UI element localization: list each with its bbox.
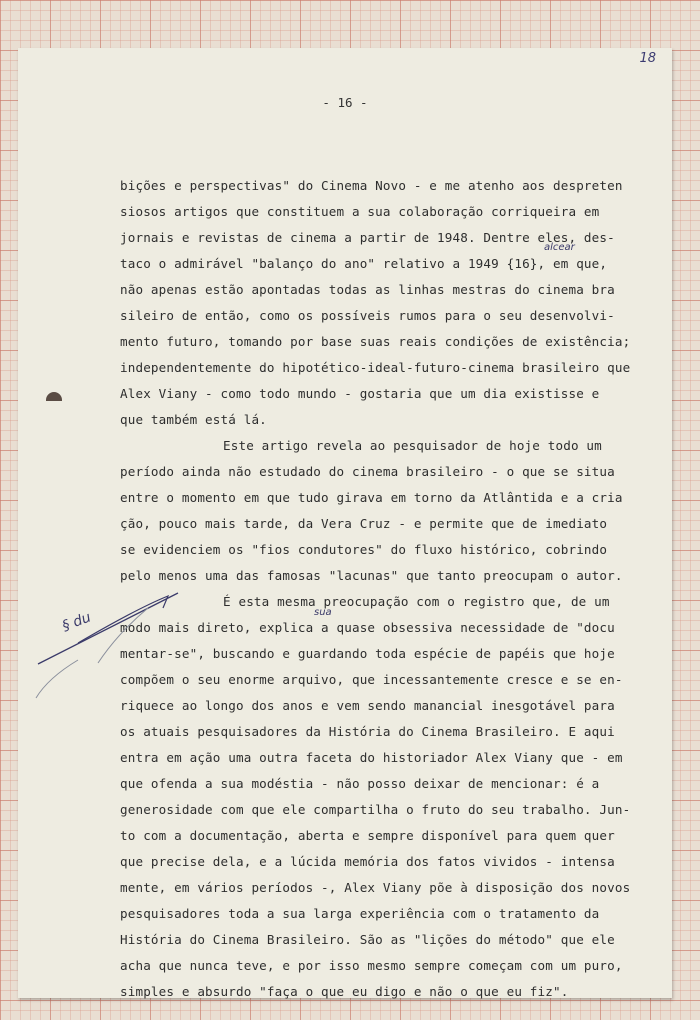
text-line: que ofenda a sua modéstia - não posso deixar de mencionar: é a xyxy=(120,776,600,791)
text-line: taco o admirável "balanço do ano" relativo a 1949 {16}, em que, xyxy=(120,256,608,271)
text-line: jornais e revistas de cinema a partir de 1948. Dentre eles, des- xyxy=(120,230,615,245)
text-line: pelo menos uma das famosas "lacunas" que tanto preocupam o autor. xyxy=(120,568,623,583)
text-line: que também está lá. xyxy=(120,412,267,427)
text-line: os atuais pesquisadores da História do Cinema Brasileiro. E aqui xyxy=(120,724,615,739)
text-line: pesquisadores toda a sua larga experiência com o tratamento da xyxy=(120,906,600,921)
text-line: sileiro de então, como os possíveis rumos para o seu desenvolvi- xyxy=(120,308,615,323)
text-line: acha que nunca teve, e por isso mesmo sempre começam com um puro, xyxy=(120,958,623,973)
text-line: É esta mesma preocupação com o registro que, de um xyxy=(223,594,610,609)
margin-pen-strokes xyxy=(18,48,672,998)
document-page xyxy=(18,48,672,998)
text-line: generosidade com que ele compartilha o fruto do seu trabalho. Jun- xyxy=(120,802,631,817)
handwritten-insert: sua xyxy=(314,607,332,618)
text-line: modo mais direto, explica a quase obsessiva necessidade de "docu xyxy=(120,620,615,635)
text-line: mentar-se", buscando e guardando toda espécie de papéis que hoje xyxy=(120,646,615,661)
text-line: se evidenciem os "fios condutores" do fluxo histórico, cobrindo xyxy=(120,542,608,557)
handwritten-annotation: alcear xyxy=(544,242,575,253)
folio-number: 18 xyxy=(639,51,656,66)
text-line: História do Cinema Brasileiro. São as "lições do método" que ele xyxy=(120,932,615,947)
text-line: to com a documentação, aberta e sempre disponível para quem quer xyxy=(120,828,615,843)
text-line: entra em ação uma outra faceta do historiador Alex Viany que - em xyxy=(120,750,623,765)
text-line: compõem o seu enorme arquivo, que incessantemente cresce e se en- xyxy=(120,672,623,687)
text-line: bições e perspectivas" do Cinema Novo - e me atenho aos despreten xyxy=(120,178,623,193)
text-line: não apenas estão apontadas todas as linhas mestras do cinema bra xyxy=(120,282,615,297)
text-line: Alex Viany - como todo mundo - gostaria que um dia existisse e xyxy=(120,386,600,401)
text-line: riquece ao longo dos anos e vem sendo manancial inesgotável para xyxy=(120,698,615,713)
text-line: que precise dela, e a lúcida memória dos fatos vividos - intensa xyxy=(120,854,615,869)
text-line: entre o momento em que tudo girava em torno da Atlântida e a cria xyxy=(120,490,623,505)
margin-note: § du xyxy=(60,609,94,635)
text-line: período ainda não estudado do cinema brasileiro - o que se situa xyxy=(120,464,615,479)
text-line: mento futuro, tomando por base suas reais condições de existência; xyxy=(120,334,631,349)
page-number: - 16 - xyxy=(322,95,368,110)
text-line: independentemente do hipotético-ideal-futuro-cinema brasileiro que xyxy=(120,360,631,375)
text-line: mente, em vários períodos -, Alex Viany põe à disposição dos novos xyxy=(120,880,631,895)
text-line: siosos artigos que constituem a sua colaboração corriqueira em xyxy=(120,204,600,219)
text-line: simples e absurdo "faça o que eu digo e não o que eu fiz". xyxy=(120,984,569,999)
text-line: ção, pouco mais tarde, da Vera Cruz - e permite que de imediato xyxy=(120,516,608,531)
text-line: Este artigo revela ao pesquisador de hoje todo um xyxy=(223,438,602,453)
